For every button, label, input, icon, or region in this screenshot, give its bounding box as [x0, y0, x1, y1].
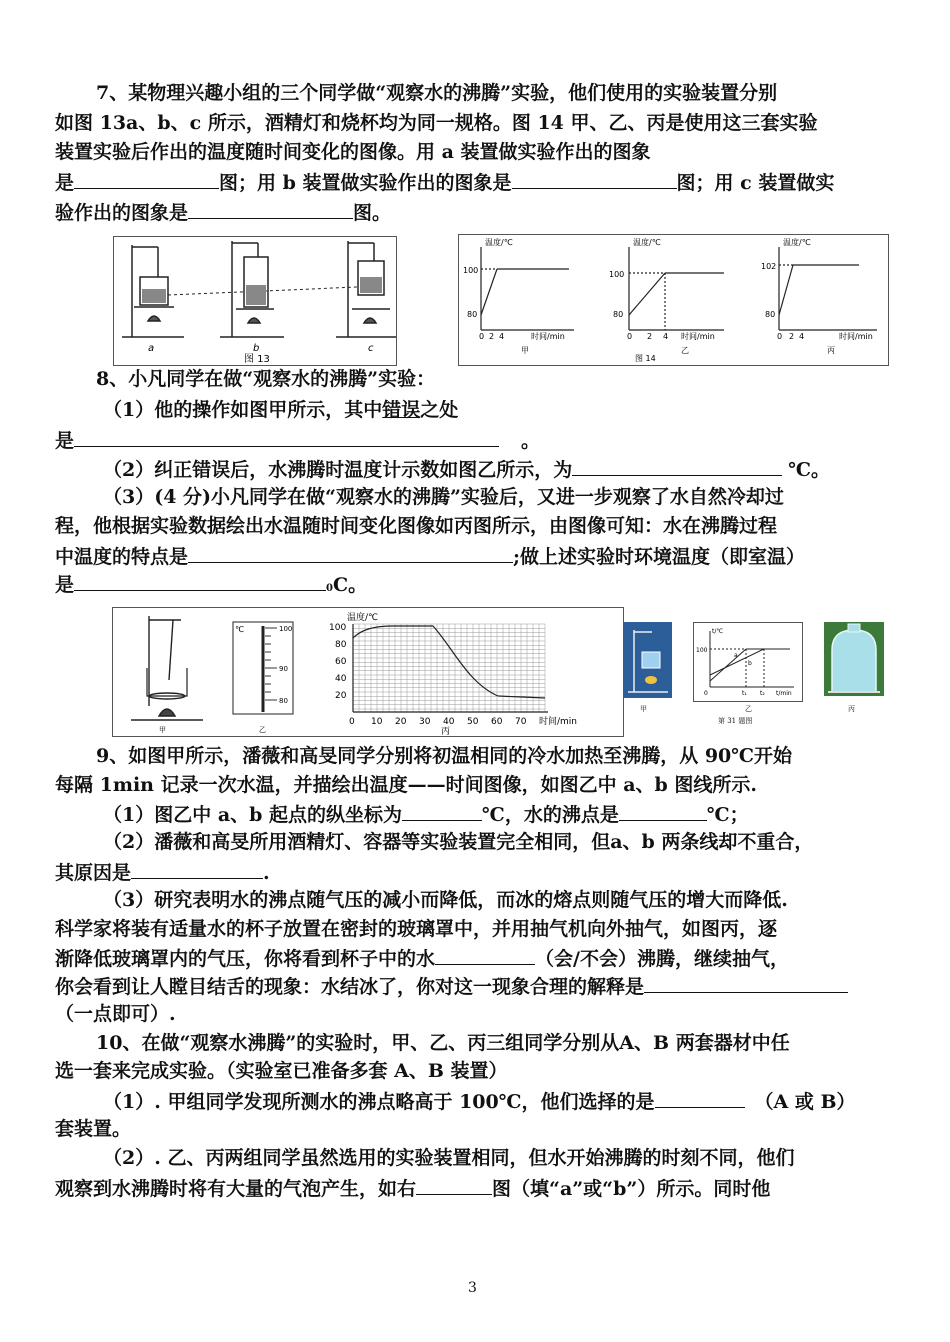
q8-line-4	[103, 455, 830, 483]
figure-14-graphs	[459, 235, 888, 365]
fig14-caption: 图 14	[635, 354, 656, 363]
q9-line-7: 科学家将装有适量水的杯子放置在密封的玻璃罩中，并用抽气机向外抽气，如图丙，逐	[55, 918, 778, 940]
fig8-label-jia: 甲	[159, 726, 166, 734]
figure-13-apparatus	[114, 237, 396, 365]
fig31-label-bing: 丙	[848, 705, 855, 713]
fig31-bell-jar	[824, 622, 884, 696]
fig8-therm-100: 100	[279, 625, 293, 633]
fig14-x2: 2	[647, 332, 653, 341]
q9-text: 其原因是	[55, 862, 132, 884]
q10-text: 图（填“a”或“b”）所示。同时他	[492, 1178, 771, 1200]
q9-line-2: 每隔 1min 记录一次水温，并描绘出温度——时间图像，如图乙中 a、b 图线所示.	[55, 774, 758, 796]
q7-text: 是	[55, 172, 75, 194]
q9-text: 渐降低玻璃罩内的气压，你将看到杯子中的水	[55, 948, 436, 970]
fig8-y100: 100	[329, 623, 347, 633]
q8-text: （2）纠正错误后，水沸腾时温度计示数如图乙所示，为	[103, 459, 573, 481]
fig31-t2: t₂	[760, 690, 765, 697]
fig8-x50: 50	[467, 717, 479, 727]
q8-line-5: （3）(4 分)小凡同学在做“观察水的沸腾”实验后，又进一步观察了水自然冷却过	[103, 486, 784, 508]
q10-line-6	[55, 1174, 770, 1202]
q7-text: 验作出的图象是	[55, 202, 189, 224]
q8-text: 中温度的特点是	[55, 546, 189, 568]
q10-blank-2[interactable]	[416, 1174, 492, 1195]
q9-blank-3[interactable]	[131, 858, 263, 879]
fig14-ylabel-yi: 温度/℃	[633, 238, 661, 247]
q10-blank-1[interactable]	[655, 1087, 745, 1108]
fig14-yi-tick-top: 100	[609, 270, 625, 279]
fig14-jia-tick-top: 100	[463, 266, 479, 275]
q8-blank-2[interactable]	[572, 455, 782, 476]
fig14-x2: 2	[489, 332, 495, 341]
fig8-graph-ylabel: 温度/℃	[347, 613, 379, 623]
q10-line-5: （2）. 乙、丙两组同学虽然选用的实验装置相同，但水开始沸腾的时刻不同，他们	[103, 1147, 795, 1169]
q10-line-3	[103, 1087, 856, 1115]
q10-line-2: 选一套来完成实验。（实验室已准备多套 A、B 装置）	[55, 1060, 508, 1082]
fig31-a: a	[734, 652, 738, 659]
fig31-xlabel: t/min	[776, 690, 792, 697]
fig14-x4: 4	[499, 332, 505, 341]
q7-blank-c[interactable]	[188, 198, 353, 219]
q9-line-4: （2）潘薇和高旻所用酒精灯、容器等实验装置完全相同，但a、b 两条线却不重合，	[103, 831, 814, 853]
fig14-xlabel-yi: 时间/min	[681, 332, 715, 341]
fig14-x2: 2	[789, 332, 795, 341]
q7-line-5	[55, 198, 391, 226]
fig14-x4: 4	[663, 332, 669, 341]
q8-text: ;做上述实验时环境温度（即室温）	[513, 546, 806, 568]
q8-line-7	[55, 542, 805, 570]
q9-line-8	[55, 944, 789, 972]
q8-blank-3[interactable]	[188, 542, 513, 563]
q8-text: （1）他的操作如图甲所示，其中	[103, 399, 383, 421]
q7-line-4	[55, 168, 834, 196]
q9-text: 你会看到让人瞠目结舌的现象：水结冰了，你对这一现象合理的解释是	[55, 976, 645, 998]
q8-line-3	[55, 426, 540, 454]
fig14-ylabel-bing: 温度/℃	[783, 238, 811, 247]
q8-blank-4[interactable]	[74, 570, 326, 591]
fig13-label-b: b	[253, 343, 260, 354]
fig31-jia-apparatus	[624, 622, 672, 698]
fig31-jia-photo	[624, 622, 672, 698]
q8-text: 是	[55, 574, 75, 596]
fig14-x0: 0	[479, 332, 485, 341]
fig31-label-yi: 乙	[745, 705, 752, 713]
q9-text: ℃；	[706, 804, 749, 826]
fig13-label-c: c	[368, 343, 374, 354]
fig8-y20: 20	[335, 691, 347, 701]
fig8-y40: 40	[335, 674, 347, 684]
fig8-x40: 40	[443, 717, 455, 727]
q9-text: （会/不会）沸腾，继续抽气，	[535, 948, 789, 970]
q10-text: （1）. 甲组同学发现所测水的沸点略高于 100℃，他们选择的是	[103, 1091, 655, 1113]
q9-line-1: 9、如图甲所示，潘薇和高旻同学分别将初温相同的冷水加热至沸腾，从 90℃开始	[96, 745, 793, 767]
q9-text: ℃，水的沸点是	[482, 804, 619, 826]
q8-text: 之处	[420, 399, 459, 421]
fig8-x60: 60	[491, 717, 503, 727]
fig14-name-jia: 甲	[521, 346, 529, 355]
q9-line-6: （3）研究表明水的沸点随气压的减小而降低，而冰的熔点则随气压的增大而降低.	[103, 889, 788, 911]
q8-line-2	[103, 397, 458, 423]
q7-blank-a[interactable]	[74, 168, 219, 189]
figure-13	[113, 236, 397, 366]
fig14-xlabel-jia: 时间/min	[531, 332, 565, 341]
q8-text: C。	[332, 574, 368, 596]
fig14-bing-tick-top: 102	[761, 262, 777, 271]
fig31-tick-100: 100	[696, 647, 708, 654]
q8-line-6: 程，他根据实验数据绘出水温随时间变化图像如丙图所示，由图像可知：水在沸腾过程	[55, 515, 778, 537]
figure-14	[458, 234, 889, 366]
fig8-therm-80: 80	[279, 697, 288, 705]
q10-text: （A 或 B）	[754, 1091, 856, 1113]
q9-line-9	[55, 972, 848, 1000]
q10-text: 观察到水沸腾时将有大量的气泡产生，如右	[55, 1178, 417, 1200]
q8-text: 。	[521, 430, 541, 452]
fig8-y80: 80	[335, 640, 347, 650]
q9-text: .	[263, 862, 270, 884]
q10-line-4: 套装置。	[55, 1118, 132, 1140]
fig14-ylabel-jia: 温度/℃	[485, 238, 513, 247]
q8-text: 是	[55, 430, 75, 452]
fig14-name-yi: 乙	[681, 346, 689, 355]
fig31-b: b	[748, 660, 752, 667]
q9-blank-4[interactable]	[435, 944, 535, 965]
fig14-jia-tick-low: 80	[467, 310, 478, 319]
fig8-label-bing: 丙	[441, 727, 451, 736]
fig8-graph-xlabel: 时间/min	[539, 717, 578, 727]
fig31-yi-svg	[694, 623, 802, 701]
fig14-yi-tick-low: 80	[613, 310, 624, 319]
q7-text: 图；用 c 装置做实	[676, 172, 835, 194]
fig14-x0: 0	[627, 332, 633, 341]
fig14-bing-tick-low: 80	[765, 310, 776, 319]
fig8-x30: 30	[419, 717, 431, 727]
q7-line-1: 7、某物理兴趣小组的三个同学做“观察水的沸腾”实验，他们使用的实验装置分别	[96, 82, 778, 104]
q7-blank-b[interactable]	[512, 168, 677, 189]
fig14-name-bing: 丙	[827, 346, 835, 355]
q7-text: 图；用 b 装置做实验作出的图象是	[219, 172, 512, 194]
q9-blank-2[interactable]	[619, 800, 707, 821]
fig8-x20: 20	[395, 717, 407, 727]
fig8-label-yi: 乙	[259, 726, 266, 734]
q7-line-2: 如图 13a、b、c 所示，酒精灯和烧杯均为同一规格。图 14 甲、乙、丙是使用这三套实验	[55, 112, 818, 134]
fig8-x0: 0	[349, 717, 355, 727]
q7-text: 图。	[353, 202, 392, 224]
fig8-x70: 70	[515, 717, 527, 727]
fig8-therm-unit: ℃	[235, 625, 244, 634]
q9-line-10: （一点即可）.	[55, 1003, 176, 1025]
fig13-label-a: a	[148, 343, 155, 354]
figure-q8-svg	[113, 608, 623, 736]
page-number: 3	[468, 1280, 477, 1296]
fig31-bing-photo	[824, 622, 884, 696]
q9-line-5	[55, 858, 270, 886]
fig8-therm-90: 90	[279, 665, 288, 673]
fig31-yi-graph	[693, 622, 803, 702]
fig31-caption: 第 31 题图	[718, 717, 753, 725]
q9-blank-1[interactable]	[402, 800, 482, 821]
q8-underlined-word: 错误	[382, 399, 421, 421]
fig31-ylabel: t/℃	[712, 628, 724, 635]
q9-blank-5[interactable]	[644, 972, 848, 993]
q8-text: ℃。	[788, 459, 831, 481]
q8-degree-mark: 0	[326, 583, 333, 594]
fig8-y60: 60	[335, 657, 347, 667]
q9-line-3	[103, 800, 749, 828]
fig31-label-jia: 甲	[640, 705, 647, 713]
q8-line-1: 8、小凡同学在做“观察水的沸腾”实验：	[96, 368, 436, 390]
fig8-x10: 10	[371, 717, 383, 727]
q7-line-3: 装置实验后作出的温度随时间变化的图像。用 a 装置做实验作出的图象	[55, 141, 651, 163]
fig31-zero: 0	[704, 690, 708, 697]
fig14-x4: 4	[799, 332, 805, 341]
fig31-t1: t₁	[742, 690, 747, 697]
q8-line-8	[55, 570, 367, 602]
q8-blank-1[interactable]	[74, 426, 499, 447]
q9-text: （1）图乙中 a、b 起点的纵坐标为	[103, 804, 403, 826]
fig14-xlabel-bing: 时间/min	[839, 332, 873, 341]
q10-line-1: 10、在做“观察水沸腾”的实验时，甲、乙、丙三组同学分别从A、B 两套器材中任	[96, 1032, 790, 1054]
figure-q8	[112, 607, 624, 737]
fig14-x0: 0	[777, 332, 783, 341]
fig13-caption: 图 13	[244, 354, 270, 365]
